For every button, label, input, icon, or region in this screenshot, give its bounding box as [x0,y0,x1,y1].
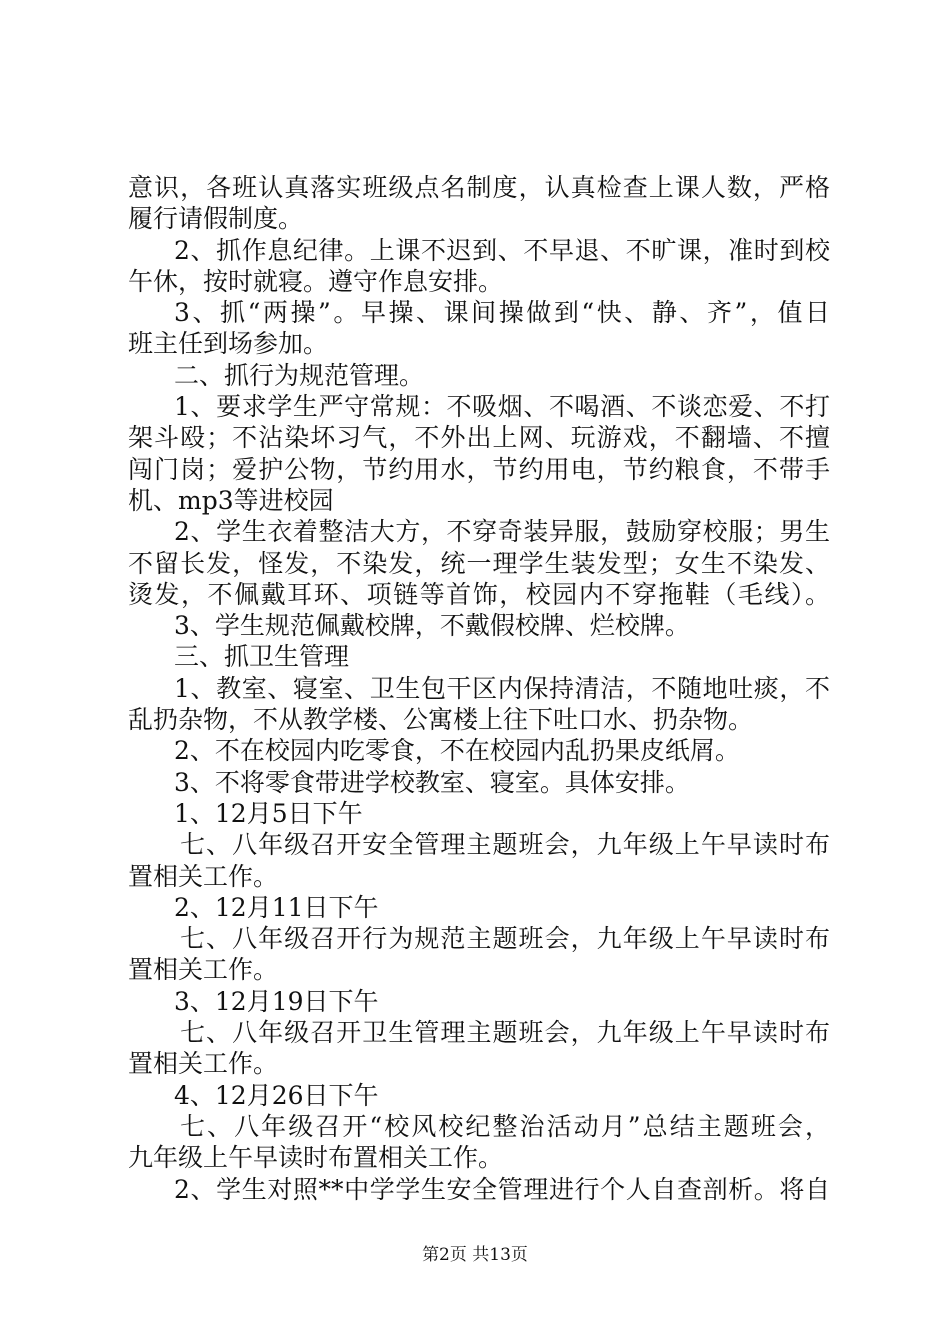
text-line: 午休，按时就寝。遵守作息安排。 [128,266,504,296]
text-line: 2、12月11日下午 [174,892,379,922]
text-line: 3、抓“两操”。早操、课间操做到“快、静、齐”，值日 [174,298,830,328]
text-line: 七、八年级召开安全管理主题班会，九年级上午早读时布 [180,830,830,860]
text-line: 不留长发，怪发，不染发，统一理学生装发型；女生不染发、 [128,548,830,578]
text-line: 九年级上午早读时布置相关工作。 [128,1143,504,1173]
text-line: 履行请假制度。 [128,204,304,234]
text-line: 2、学生对照**中学学生安全管理进行个人自查剖析。将自 [174,1174,830,1204]
text-line: 二、抓行为规范管理。 [174,360,425,390]
text-line: 七、八年级召开行为规范主题班会，九年级上午早读时布 [180,924,830,954]
text-line: 烫发，不佩戴耳环、项链等首饰，校园内不穿拖鞋（毛线）。 [128,579,830,609]
text-line: 班主任到场参加。 [128,329,329,359]
text-line: 1、12月5日下午 [174,798,363,828]
text-line: 乱扔杂物，不从教学楼、公寓楼上往下吐口水、扔杂物。 [128,705,754,735]
text-line: 1、要求学生严守常规：不吸烟、不喝酒、不谈恋爱、不打 [174,392,830,422]
text-line: 七、八年级召开卫生管理主题班会，九年级上午早读时布 [180,1018,830,1048]
text-line: 置相关工作。 [128,861,279,891]
page-number-label: 第2页 共13页 [422,1245,528,1265]
text-line: 七、八年级召开“校风校纪整治活动月”总结主题班会， [180,1111,830,1141]
text-line: 置相关工作。 [128,1049,279,1079]
text-line: 2、抓作息纪律。上课不迟到、不早退、不旷课，准时到校 [174,235,830,265]
text-line: 4、12月26日下午 [174,1080,379,1110]
text-line: 置相关工作。 [128,955,279,985]
text-line: 1、教室、寝室、卫生包干区内保持清洁，不随地吐痰，不 [174,673,830,703]
text-line: 机、mp3等进校园 [128,485,334,515]
text-line: 架斗殴；不沾染坏习气，不外出上网、玩游戏，不翻墙、不擅 [128,423,830,453]
text-line: 闯门岗；爱护公物，节约用水，节约用电，节约粮食，不带手 [128,454,830,484]
page-footer [0,1244,950,1266]
text-line: 3、不将零食带进学校教室、寝室。具体安排。 [174,767,690,797]
text-line: 意识，各班认真落实班级点名制度，认真检查上课人数，严格 [128,173,830,202]
text-line: 2、不在校园内吃零食，不在校园内乱扔果皮纸屑。 [174,736,740,766]
text-line: 2、学生衣着整洁大方，不穿奇装异服，鼓励穿校服；男生 [174,517,830,547]
document-body [128,172,830,1205]
text-line: 3、12月19日下午 [174,986,379,1016]
text-line: 3、学生规范佩戴校牌，不戴假校牌、烂校牌。 [174,611,690,641]
text-line: 三、抓卫生管理 [174,642,350,672]
